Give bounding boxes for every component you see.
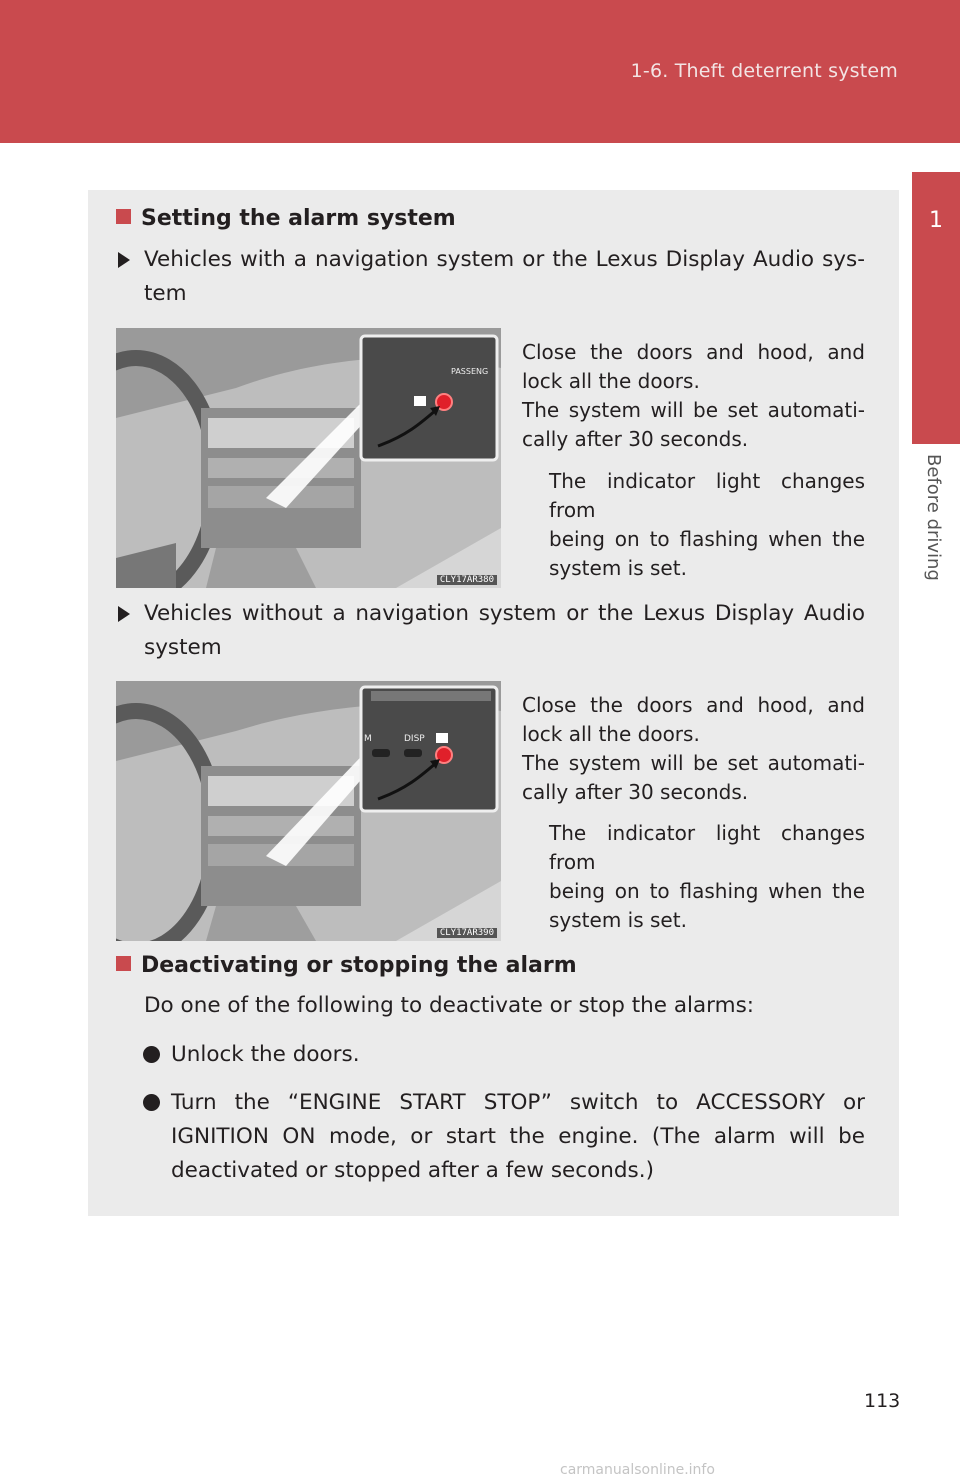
chapter-number: 1 [929,208,943,233]
heading-square-icon [116,956,131,971]
figure-code: CLY17AR380 [437,575,497,585]
bullet-dot-icon [143,1046,160,1063]
bullet-dot-icon [143,1094,160,1111]
watermark: carmanualsonline.info [560,1462,715,1478]
list-item: Unlock the doors. [171,1038,865,1072]
figure-m-text: M [364,734,372,744]
figure-dashboard-without-navigation [116,681,501,941]
description-with-navigation: Close the doors and hood, and lock all the doors. The system will be set automati- cally after 30 seconds. [522,340,865,451]
section-title: 1-6. Theft deterrent system [630,60,898,82]
note-without-navigation: The indicator light changes from being on to flashing when the system is set. [549,821,865,932]
heading-deactivating-alarm: Deactivating or stopping the alarm [116,953,577,978]
figure-passenger-text: PASSENG [451,367,489,376]
description-without-navigation: Close the doors and hood, and lock all the doors. The system will be set automati- cally after 30 seconds. [522,693,865,804]
triangle-bullet-icon [118,252,130,268]
chapter-label: Before driving [923,454,944,581]
figure-code: CLY17AR390 [437,928,497,938]
list-item: Turn the “ENGINE START STOP” switch to ACCESSORY or IGNITION ON mode, or start the engine. (The alarm will be deactivated or stopped after a few seconds.) [171,1086,865,1188]
triangle-bullet-icon [118,606,130,622]
figure-dashboard-with-navigation [116,328,501,588]
page-number: 113 [864,1390,901,1412]
heading-setting-alarm: Setting the alarm system [116,206,456,231]
figure-disp-text: DISP [404,734,425,744]
deactivate-intro: Do one of the following to deactivate or stop the alarms: [144,993,755,1018]
bullet-with-navigation: Vehicles with a navigation system or the Lexus Display Audio sys- tem [144,243,865,311]
note-with-navigation: The indicator light changes from being on to flashing when the system is set. [549,469,865,580]
chapter-label-container [920,454,946,604]
heading-square-icon [116,209,131,224]
bullet-without-navigation: Vehicles without a navigation system or the Lexus Display Audio system [144,597,865,665]
